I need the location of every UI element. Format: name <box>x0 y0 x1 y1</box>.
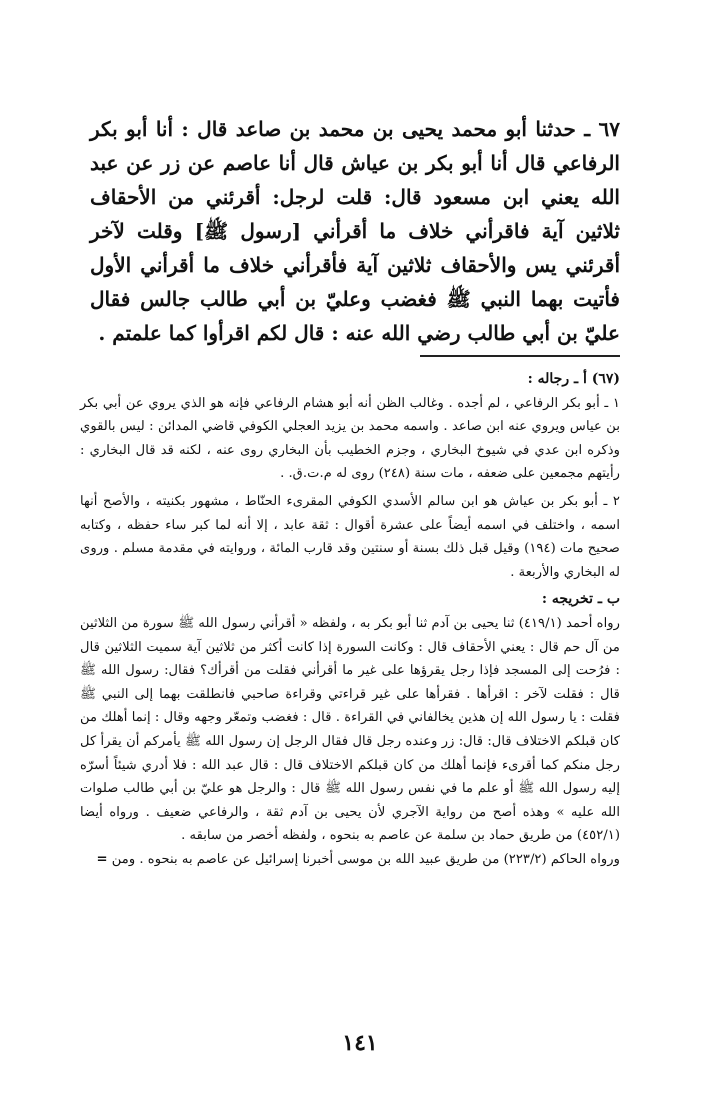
takhrij-paragraph-2-text: ورواه الحاكم (٢٢٣/٢) من طريق عبيد الله بن موسى أخبرنا إسرائيل عن عاصم به بنحوه . ومن <box>111 851 620 867</box>
footnote-separator <box>420 355 620 357</box>
footnote-header <box>80 368 620 392</box>
hadith-number: ٦٧ ـ <box>584 117 621 141</box>
section-b-title: ب ـ تخريجه : <box>541 591 620 608</box>
page-number: ١٤١ <box>342 1030 378 1056</box>
hadith-paragraph <box>90 112 620 350</box>
takhrij-paragraph-2 <box>80 848 620 872</box>
narrator-note-1: ١ ـ أبو بكر الرفاعي ، لم أجده . وغالب الظن أنه أبو هشام الرفاعي فإنه هو الذي يروي عن أبي بكر بن عياس ويروي عنه ابن صاعد . واسمه محمد بن يزيد العجلي الكوفي قاضي المدائن : ليس بالقوي وذكره ابن عدي في شيوخ البخاري ، وجزم الخطيب بأن البخاري روى عنه ، لكنه قد قال البخاري : رأيتهم مجمعين على ضعفه ، مات سنة (٢٤٨) روى له م.ت.ق. . <box>80 395 620 482</box>
footnotes <box>80 368 620 871</box>
footnote-ref: (٦٧) <box>591 371 620 387</box>
section-a-title: أ ـ رجاله : <box>527 371 587 387</box>
hadith-body: حدثنا أبو محمد يحيى بن محمد بن صاعد قال : أنا أبو بكر الرفاعي قال أنا أبو بكر بن عياش قال أنا عاصم عن زر عن عبد الله يعني ابن مسعود قال: قلت لرجل: أقرئني من الأحقاف ثلاثين آية فاقرأني خلاف ما أقرأني [رسول ﷺ] وقلت لآخر أقرئني يس والأحقاف ثلاثين آية فأقرأني خلاف ما أقرأني الأول فأتيت بهما النبي ﷺ فغضب وعليّ بن أبي طالب جالس فقال عليّ بن أبي طالب رضي الله عنه : قال لكم اقرأوا كما علمتم . <box>90 117 620 345</box>
narrator-note-2: ٢ ـ أبو بكر بن عياش هو ابن سالم الأسدي الكوفي المقرىء الحنّاط ، مشهور بكنيته ، والأصح أنها اسمه ، واختلف في اسمه أيضاً على عشرة أقوال : ثقة عابد ، إلا أنه لما كبر ساء حفظه ، وكتابه صحيح مات (١٩٤) وقيل قبل ذلك بسنة أو سنتين وقد قارب المائة ، وروايته في مقدمة مسلم . وروى له البخاري والأربعة . <box>80 493 620 580</box>
takhrij-paragraph-1: رواه أحمد (٤١٩/١) ثنا يحيى بن آدم ثنا أبو بكر به ، ولفظه « أقرأني رسول الله ﷺ سورة من الثلاثين من آل حم قال : يعني الأحقاف قال : وكانت السورة إذا كانت أكثر من ثلاثين آية سميت الثلاثين قال : فرُحت إلى المسجد فإذا رجل يقرؤها على غير ما أقرأني فقلت من أقرأك؟ فقال: رسول الله ﷺ قال : فقلت لآخر : اقرأها . فقرأها على غير قراءتي وقراءة صاحبي فانطلقت بهما إلى النبي ﷺ فقلت : يا رسول الله إن هذين يخالفاني في القراءة . قال : فغضب وتمعّر وجهه وقال : إنما أهلك من كان قبلكم الاختلاف قال: قال: زر وعنده رجل قال فقال الرجل إن رسول الله ﷺ يأمركم أن يقرأ كل رجل منكم كما أقرىء فإنما أهلك من كان قبلكم الاختلاف قال : قال عبد الله : فلا أدري شيئاً أسرّه إليه رسول الله ﷺ أو علم ما في نفس رسول الله ﷺ قال : والرجل هو عليّ بن أبي طالب صلوات الله عليه » وهذه أصح من رواية الآجري لأن يحيى بن آدم ثقة ، والرفاعي ضعيف . ورواه أيضا (٤٥٢/١) من طريق حماد بن سلمة عن عاصم به بنحوه ، ولفظه أخصر من سابقه . <box>80 615 620 844</box>
hadith-text <box>90 112 620 350</box>
continuation-mark: = <box>96 851 108 867</box>
